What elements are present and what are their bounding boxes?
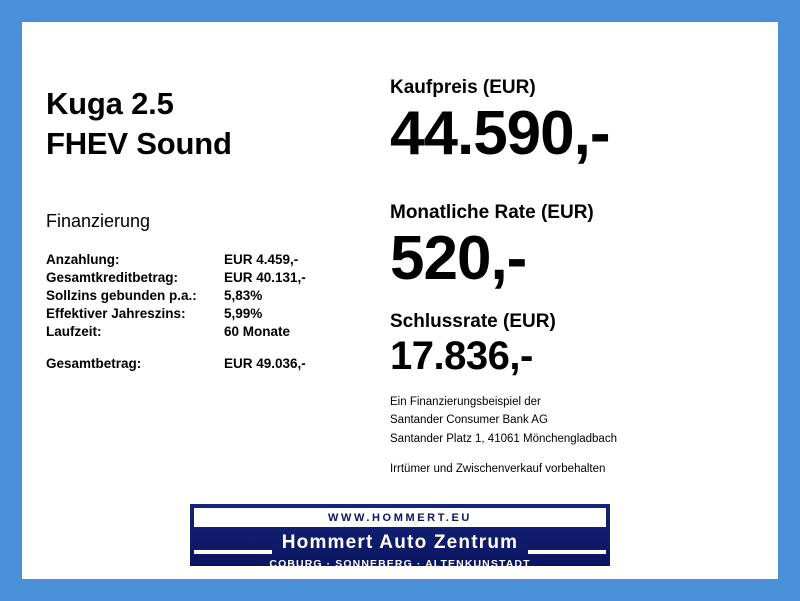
page-title [46, 84, 376, 165]
vehicle-info-column [46, 84, 376, 374]
model-title-line-1: Kuga 2.5 [46, 86, 174, 121]
row-label: Sollzins gebunden p.a.: [46, 287, 197, 303]
financing-heading: Finanzierung [46, 210, 151, 231]
disclaimer-line-2: Santander Consumer Bank AG [390, 414, 548, 427]
final-rate-label: Schlussrate (EUR) [390, 310, 556, 332]
row-label: Gesamtkreditbetrag: [46, 269, 179, 285]
model-title-line-2: FHEV Sound [46, 126, 232, 162]
dealer-website-url[interactable]: WWW.HOMMERT.EU [328, 511, 472, 524]
row-label: Anzahlung: [46, 251, 120, 267]
row-value: EUR 4.459,- [224, 251, 299, 267]
dealer-name: Hommert Auto Zentrum [281, 532, 519, 553]
price-column [390, 78, 760, 478]
purchase-price-block [390, 77, 760, 168]
table-row [46, 306, 306, 324]
dealer-website-bar[interactable] [194, 508, 606, 527]
financing-table [46, 252, 306, 374]
table-row [46, 288, 306, 306]
monthly-rate-block [390, 201, 760, 293]
total-value: EUR 49.036,- [224, 355, 306, 371]
disclaimer-gap [390, 449, 760, 460]
table-row [46, 252, 306, 270]
dealer-banner[interactable] [190, 504, 610, 570]
purchase-price-value: 44.590,- [390, 98, 610, 168]
poster-canvas [22, 22, 778, 579]
disclaimer-line-1: Ein Finanzierungsbeispiel der [390, 395, 541, 408]
purchase-price-label: Kaufpreis (EUR) [390, 77, 536, 98]
disclaimer-line-4: Irrtümer und Zwischenverkauf vorbehalten [390, 462, 606, 475]
final-rate-value: 17.836,- [390, 333, 533, 378]
table-row [46, 270, 306, 288]
table-row-total [46, 356, 306, 374]
monthly-rate-value: 520,- [390, 223, 527, 293]
row-value: 60 Monate [224, 323, 291, 339]
row-label: Laufzeit: [46, 323, 102, 339]
dealer-locations: COBURG · SONNEBERG · ALTENKUNSTADT [269, 558, 531, 570]
total-label: Gesamtbetrag: [46, 355, 142, 371]
table-spacer [46, 342, 306, 356]
row-value: 5,83% [224, 287, 263, 303]
row-label: Effektiver Jahreszins: [46, 305, 186, 321]
final-rate-block [390, 312, 760, 377]
disclaimer-text [390, 393, 760, 479]
table-row [46, 324, 306, 342]
disclaimer-line-3: Santander Platz 1, 41061 Mönchengladbach [390, 432, 617, 445]
row-value: 5,99% [224, 305, 263, 321]
banner-stripe-left [194, 550, 272, 554]
banner-stripe-right [528, 550, 606, 554]
row-value: EUR 40.131,- [224, 269, 306, 285]
monthly-rate-label: Monatliche Rate (EUR) [390, 201, 594, 223]
